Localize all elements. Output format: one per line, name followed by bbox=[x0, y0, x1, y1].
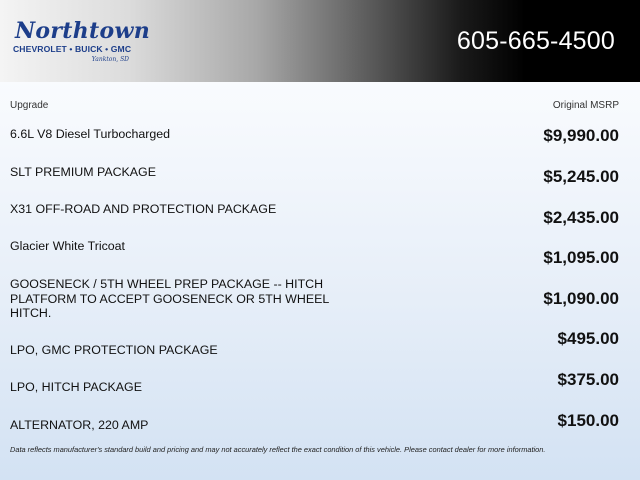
upgrade-price: $5,245.00 bbox=[543, 167, 619, 186]
column-header-msrp: Original MSRP bbox=[552, 100, 619, 111]
upgrade-name: SLT PREMIUM PACKAGE bbox=[10, 165, 156, 179]
upgrade-price: $9,990.00 bbox=[543, 126, 619, 145]
upgrade-name: Glacier White Tricoat bbox=[10, 239, 125, 253]
upgrade-price: $375.00 bbox=[557, 370, 619, 389]
dealer-phone[interactable]: 605-665-4500 bbox=[456, 27, 615, 55]
upgrade-price: $1,090.00 bbox=[543, 289, 619, 308]
logo-script-text: Northtown bbox=[15, 18, 151, 44]
upgrade-name: GOOSENECK / 5TH WHEEL PREP PACKAGE -- HITCH PLATFORM TO ACCEPT GOOSENECK OR 5TH WHEEL HITCH. bbox=[10, 277, 329, 320]
logo-city-text: Yankton, SD bbox=[91, 56, 129, 63]
logo-brands-text: CHEVROLET • BUICK • GMC bbox=[13, 44, 132, 54]
upgrade-name: ALTERNATOR, 220 AMP bbox=[10, 418, 149, 432]
column-header-upgrade: Upgrade bbox=[10, 100, 49, 111]
upgrade-price: $2,435.00 bbox=[543, 208, 619, 227]
upgrade-price: $1,095.00 bbox=[543, 248, 619, 267]
upgrade-price: $495.00 bbox=[557, 329, 619, 348]
upgrade-price: $150.00 bbox=[557, 411, 619, 430]
upgrade-name: LPO, HITCH PACKAGE bbox=[10, 380, 142, 394]
upgrade-name: X31 OFF-ROAD AND PROTECTION PACKAGE bbox=[10, 202, 277, 216]
upgrade-name: LPO, GMC PROTECTION PACKAGE bbox=[10, 343, 218, 357]
upgrade-name: 6.6L V8 Diesel Turbocharged bbox=[10, 127, 171, 141]
pricing-disclaimer: Data reflects manufacturer's standard build and pricing and may not accurately reflect the exact condition of this vehicle. Please contact dealer for more information. bbox=[10, 445, 546, 454]
